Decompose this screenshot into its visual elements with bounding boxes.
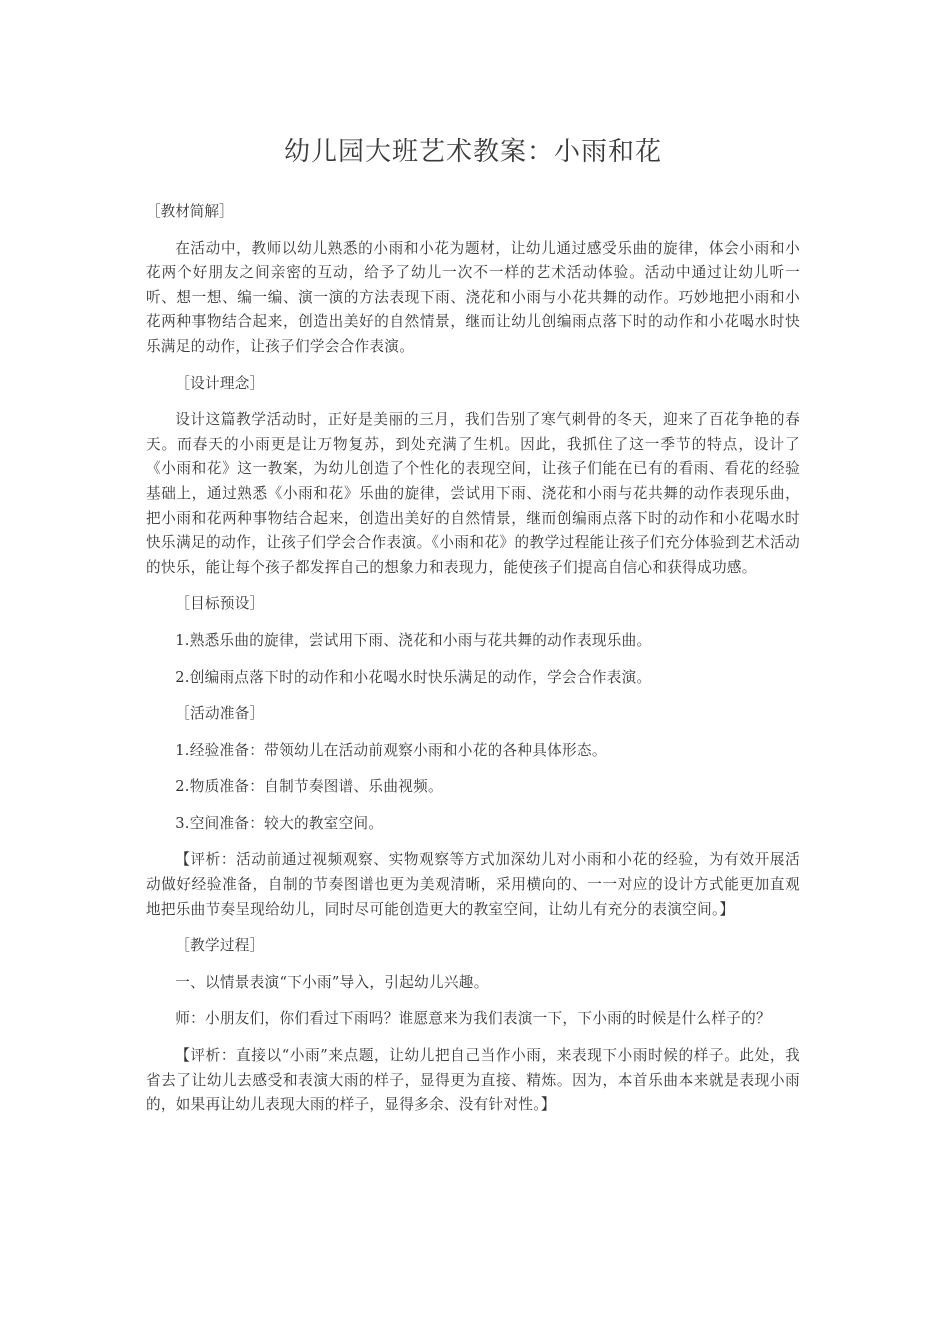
section-heading-design-concept: ［设计理念］ [175,374,265,392]
commentary-preparation: 【评析：活动前通过视频观察、实物观察等方式加深幼儿对小雨和小花的经验，为有效开展活动做好经验准备，自制的节奏图谱也更为美观清晰，采用横向的、一一对应的设计方式能更加直观地把乐曲节奏呈现给幼儿，同时尽可能创造更大的教室空间，让幼儿有充分的表演空间。】 [146,851,800,918]
preparation-item-2: 2.物质准备：自制节奏图谱、乐曲视频。 [175,778,443,796]
document-page [146,128,800,1130]
preparation-item-3: 3.空间准备：较大的教室空间。 [175,814,384,832]
goal-item-2: 2.创编雨点落下时的动作和小花喝水时快乐满足的动作，学会合作表演。 [175,668,652,686]
process-step-1: 一、以情景表演“下小雨”导入，引起幼儿兴趣。 [175,973,489,991]
commentary-process: 【评析：直接以“小雨”来点题，让幼儿把自己当作小雨，来表现下小雨时候的样子。此处，我省去了让幼儿去感受和表演大雨的样子，显得更为直接、精炼。因为，本首乐曲本来就是表现小雨的，如果再让幼儿表现大雨的样子，显得多余、没有针对性。】 [146,1047,800,1114]
section-heading-preparation: ［活动准备］ [175,705,265,723]
goal-item-1: 1.熟悉乐曲的旋律，尝试用下雨、浇花和小雨与花共舞的动作表现乐曲。 [175,631,652,649]
paragraph-textbook-summary: 在活动中，教师以幼儿熟悉的小雨和小花为题材，让幼儿通过感受乐曲的旋律，体会小雨和小花两个好朋友之间亲密的互动，给予了幼儿一次不一样的艺术活动体验。活动中通过让幼儿听一听、想一想、编一编、演一演的方法表现下雨、浇花和小雨与小花共舞的动作。巧妙地把小雨和小花两种事物结合起来，创造出美好的自然情景，继而让幼儿创编雨点落下时的动作和小花喝水时快乐满足的动作，让孩子们学会合作表演。 [146,239,800,355]
document-title: 幼儿园大班艺术教案：小雨和花 [283,137,662,167]
teacher-dialogue: 师：小朋友们，你们看过下雨吗？谁愿意来为我们表演一下，下小雨的时候是什么样子的？ [175,1010,771,1028]
section-heading-textbook-summary: ［教材简解］ [146,203,234,220]
section-heading-goals: ［目标预设］ [175,595,265,613]
section-heading-teaching-process: ［教学过程］ [175,937,265,955]
preparation-item-1: 1.经验准备：带领幼儿在活动前观察小雨和小花的各种具体形态。 [175,741,607,759]
paragraph-design-concept: 设计这篇教学活动时，正好是美丽的三月，我们告别了寒气刺骨的冬天，迎来了百花争艳的春天。而春天的小雨更是让万物复苏，到处充满了生机。因此，我抓住了这一季节的特点，设计了《小雨和花》这一教案，为幼儿创造了个性化的表现空间，让孩子们能在已有的看雨、看花的经验基础上，通过熟悉《小雨和花》乐曲的旋律，尝试用下雨、浇花和小雨与花共舞的动作表现乐曲，把小雨和花两种事物结合起来，创造出美好的自然情景，继而创编雨点落下时的动作和小花喝水时快乐满足的动作，让孩子们学会合作表演。《小雨和花》的教学过程能让孩子们充分体验到艺术活动的快乐，能让每个孩子都发挥自己的想象力和表现力，能使孩子们提高自信心和获得成功感。 [146,411,800,576]
